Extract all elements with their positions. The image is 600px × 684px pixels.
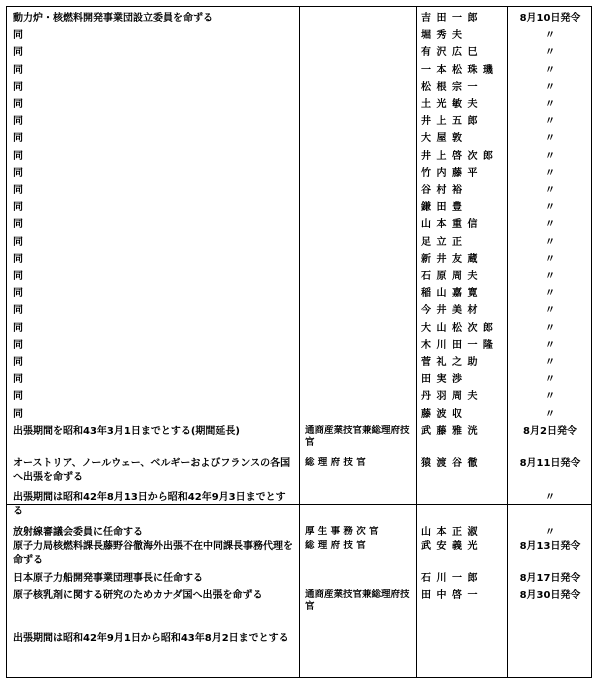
issue-date: 〃: [545, 81, 555, 93]
appointment-text: 同: [13, 236, 23, 248]
person-name: 稲 山 嘉 寛: [421, 288, 479, 300]
issue-date: 〃: [545, 288, 555, 300]
issue-date: 〃: [545, 408, 555, 420]
person-name: 石 原 周 夫: [421, 271, 479, 282]
appointment-text: 同: [13, 81, 23, 93]
issue-date: 〃: [545, 527, 555, 538]
issue-date: 〃: [545, 253, 555, 265]
issue-date: 〃: [545, 492, 555, 503]
issue-date: 〃: [545, 271, 555, 282]
official-title: 通商産業技官兼総理府技官: [305, 425, 410, 448]
issue-date: 8月13日発令: [519, 541, 581, 552]
appointment-text: 同: [13, 408, 23, 420]
issue-date: 〃: [545, 133, 555, 145]
appointment-text: 同: [13, 185, 23, 196]
appointment-text: 日本原子力船開発事業団理事長に任命する: [13, 573, 203, 584]
person-name: 丹 羽 周 夫: [421, 391, 479, 403]
issue-date: 〃: [545, 64, 555, 76]
appointment-text: 同: [13, 133, 23, 145]
person-name: 藤 波 収: [421, 408, 463, 420]
official-title: 総 理 府 技 官: [305, 457, 366, 468]
person-name: 今 井 美 材: [421, 305, 479, 317]
person-name: 大 山 松 次 郎: [421, 322, 494, 334]
appointment-text: 同: [13, 116, 23, 128]
appointment-text: 同: [13, 271, 23, 282]
person-name: 田 実 渉: [421, 374, 463, 386]
person-name: 井 上 五 郎: [421, 116, 479, 128]
person-name: 土 光 敏 夫: [421, 99, 479, 110]
appointment-text: 同: [13, 339, 23, 351]
appointment-text: 同: [13, 167, 23, 179]
person-name: 石 川 一 郎: [421, 573, 479, 584]
appointment-text: 動力炉・核燃料開発事業団設立委員を命ずる: [13, 13, 213, 24]
appointment-text: 出張期間は昭和42年8月13日から昭和42年9月3日までとする: [13, 492, 286, 517]
person-name: 井 上 啓 次 郎: [421, 150, 494, 162]
issue-date: 〃: [545, 167, 555, 179]
appointment-text: 同: [13, 322, 23, 334]
appointment-text: 出張期間を昭和43年3月1日までとする(期間延長): [13, 426, 240, 437]
person-name: 田 中 啓 一: [421, 590, 479, 601]
issue-date: 〃: [545, 357, 555, 368]
person-name: 谷 村 裕: [421, 185, 463, 196]
person-name: 武 安 義 光: [421, 541, 479, 552]
appointment-text: 放射線審議会委員に任命する: [13, 527, 143, 538]
person-name: 吉 田 一 郎: [421, 13, 479, 24]
appointment-text: 同: [13, 374, 23, 386]
person-name: 武 藤 雅 洸: [421, 426, 479, 437]
person-name: 猿 渡 谷 徹: [421, 458, 479, 469]
person-name: 山 本 正 淑: [421, 527, 479, 538]
issue-date: 8月2日発令: [523, 426, 577, 437]
appointment-text: 出張期間は昭和42年9月1日から昭和43年8月2日までとする: [13, 633, 289, 644]
person-name: 新 井 友 蔵: [421, 253, 479, 265]
official-title: 総 理 府 技 官: [305, 540, 366, 551]
appointment-text: 同: [13, 150, 23, 162]
issue-date: 〃: [545, 185, 555, 196]
issue-date: 〃: [545, 305, 555, 317]
appointment-text: 同: [13, 64, 23, 76]
person-name: 有 沢 広 巳: [421, 47, 479, 59]
person-name: 山 本 重 信: [421, 219, 479, 231]
issue-date: 〃: [545, 219, 555, 231]
issue-date: 〃: [545, 322, 555, 334]
appointment-text: 原子力局核燃料課長藤野谷徹海外出張不在中同課長事務代理を命ずる: [13, 541, 293, 566]
issue-date: 〃: [545, 30, 555, 42]
person-name: 堀 秀 夫: [421, 30, 463, 42]
issue-date: 〃: [545, 99, 555, 110]
appointment-text: 原子核乳剤に関する研究のためカナダ国へ出張を命ずる: [13, 590, 263, 601]
appointment-text: オーストリア、ノールウェー、ベルギーおよびフランスの各国へ出張を命ずる: [13, 458, 291, 483]
appointment-text: 同: [13, 30, 23, 42]
official-title: 厚 生 事 務 次 官: [305, 526, 379, 537]
person-name: 足 立 正: [421, 236, 463, 248]
appointment-text: 同: [13, 99, 23, 110]
appointment-text: 同: [13, 202, 23, 214]
issue-date: 〃: [545, 116, 555, 128]
issue-date: 〃: [545, 339, 555, 351]
appointment-text: 同: [13, 305, 23, 317]
issue-date: 8月17日発令: [519, 573, 581, 584]
person-name: 一 本 松 珠 璣: [421, 64, 494, 76]
appointment-text: 同: [13, 391, 23, 403]
official-title: 通商産業技官兼総理府技官: [305, 589, 410, 612]
appointment-text: 同: [13, 219, 23, 231]
row-separator: [7, 504, 591, 505]
column-divider-name: [416, 7, 417, 677]
person-name: 菅 礼 之 助: [421, 357, 479, 368]
appointment-text: 同: [13, 47, 23, 59]
person-name: 大 屋 敦: [421, 133, 463, 145]
person-name: 松 根 宗 一: [421, 81, 479, 93]
issue-date: 〃: [545, 236, 555, 248]
issue-date: 8月11日発令: [519, 458, 581, 469]
appointment-text: 同: [13, 288, 23, 300]
appointment-text: 同: [13, 357, 23, 368]
column-divider-date: [507, 7, 508, 677]
person-name: 鎌 田 豊: [421, 202, 463, 214]
person-name: 木 川 田 一 隆: [421, 339, 494, 351]
issue-date: 8月10日発令: [519, 13, 581, 24]
issue-date: 8月30日発令: [519, 590, 581, 601]
appointment-text: 同: [13, 253, 23, 265]
issue-date: 〃: [545, 391, 555, 403]
person-name: 竹 内 藤 平: [421, 167, 479, 179]
personnel-table: [6, 6, 592, 678]
issue-date: 〃: [545, 202, 555, 214]
issue-date: 〃: [545, 47, 555, 59]
issue-date: 〃: [545, 374, 555, 386]
issue-date: 〃: [545, 150, 555, 162]
column-divider-title: [299, 7, 300, 677]
